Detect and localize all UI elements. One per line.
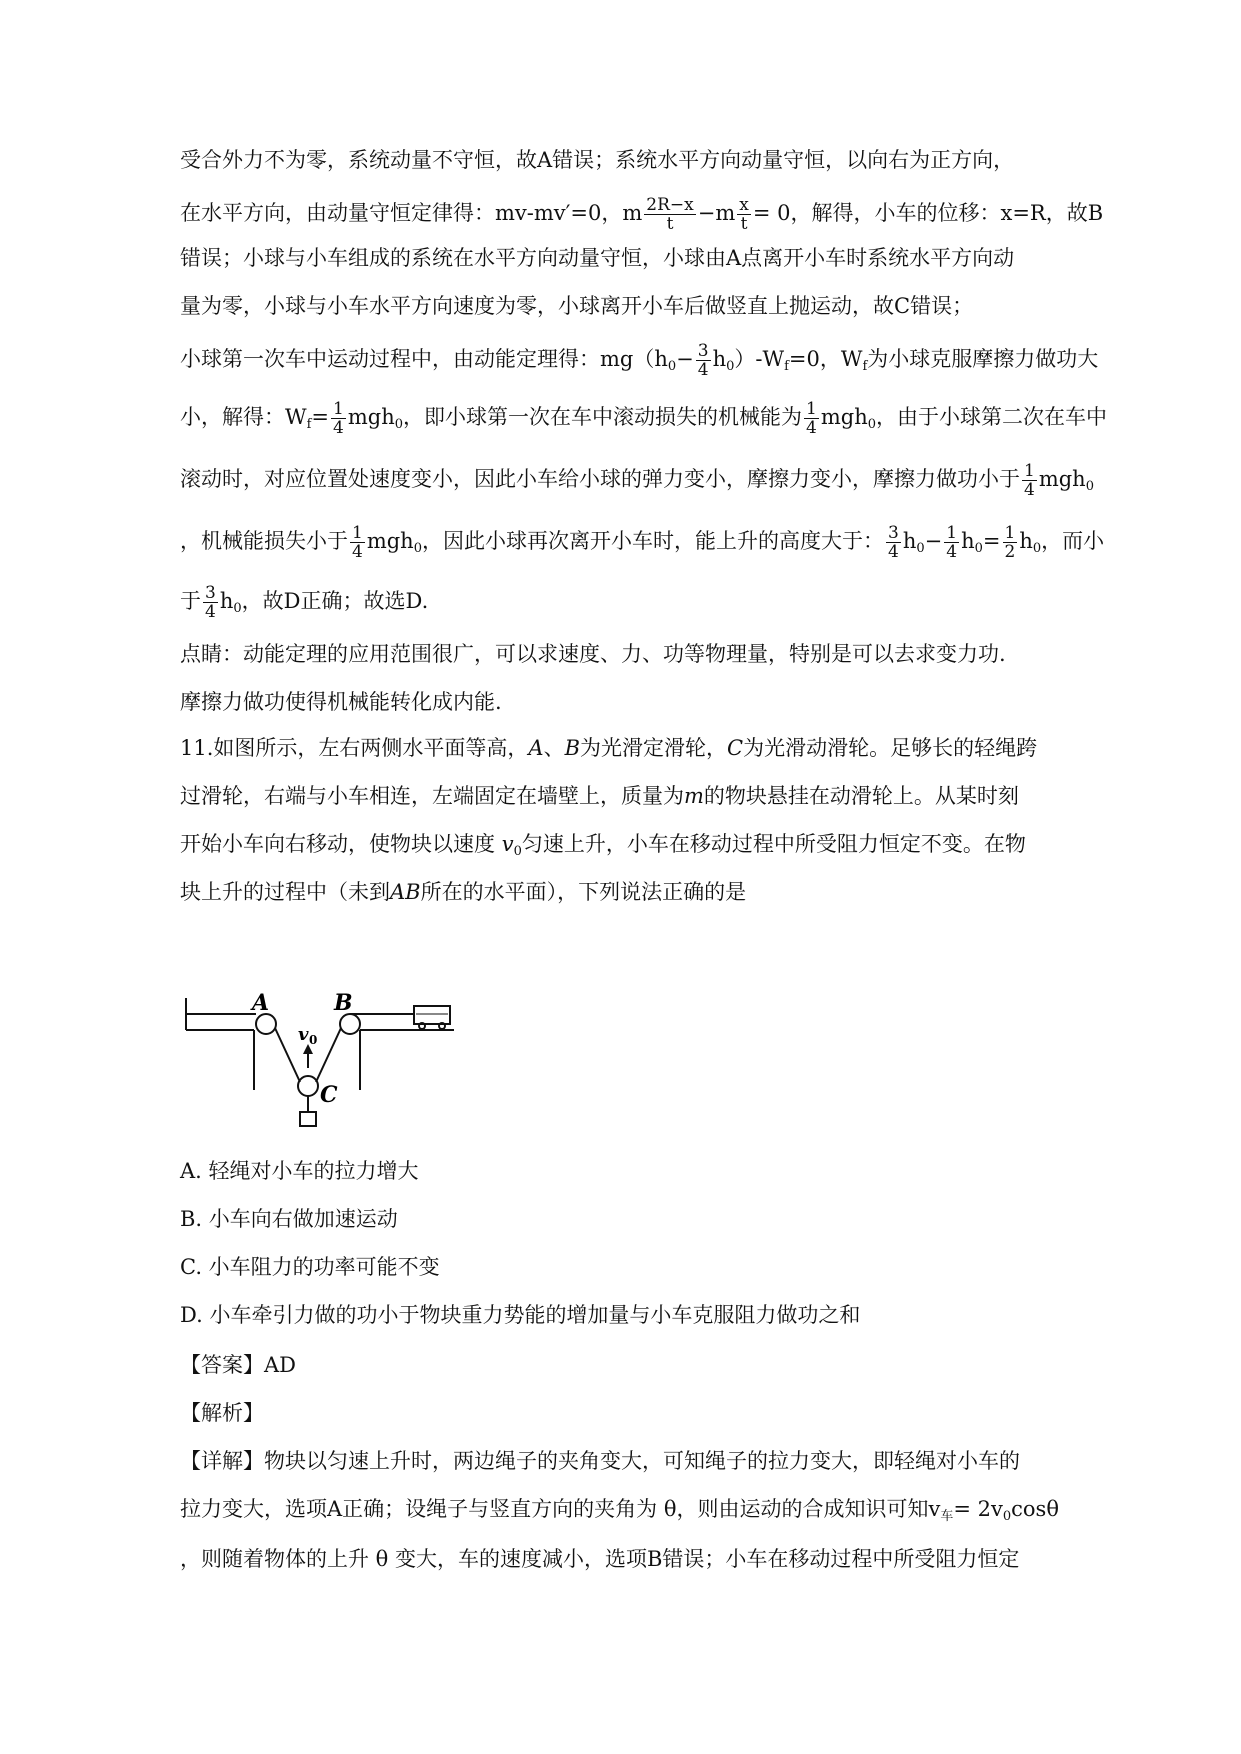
text: 的物块悬挂在动滑轮上。从某时刻 <box>703 784 1019 808</box>
denominator: 4 <box>333 418 344 438</box>
text: mgh <box>347 405 395 429</box>
text: ，而小 <box>1041 529 1105 553</box>
text: ，因此小球再次离开小车时，能上升的高度大于： <box>422 529 884 553</box>
text: h <box>1019 529 1033 553</box>
pulley-diagram <box>184 990 464 1140</box>
text: 滚动时，对应位置处速度变小，因此小车给小球的弹力变小，摩擦力变小，摩擦力做功小于 <box>180 467 1020 491</box>
comment-line <box>180 688 502 716</box>
text-line <box>180 196 1103 233</box>
italic-text: A <box>528 736 544 760</box>
detail-line <box>180 1495 1059 1531</box>
text: ）-W <box>734 347 785 371</box>
cart <box>414 1006 450 1024</box>
denominator: 4 <box>888 542 899 562</box>
text: 小球第一次车中运动过程中，由动能定理得：mg（h <box>180 347 668 371</box>
detail-line <box>180 1447 1020 1475</box>
question-line <box>180 878 746 906</box>
label-b: B <box>334 990 353 1016</box>
text-line <box>180 524 1104 563</box>
text: 【详解】物块以匀速上升时，两边绳子的夹角变大，可知绳子的拉力变大，即轻绳对小车的 <box>180 1449 1020 1473</box>
fraction <box>350 524 365 561</box>
text: 摩擦力做功使得机械能转化成内能. <box>180 690 502 714</box>
text: 于 <box>180 589 201 613</box>
fraction <box>644 196 695 233</box>
italic-text: v <box>501 832 514 856</box>
text: 、 <box>543 736 565 760</box>
text: h <box>961 529 975 553</box>
denominator: 4 <box>806 418 817 438</box>
text-line <box>180 146 1014 174</box>
text: h <box>902 529 917 553</box>
text: = 2v <box>953 1497 1003 1521</box>
text: C. 小车阻力的功率可能不变 <box>180 1255 440 1279</box>
numerator: 1 <box>1004 523 1016 543</box>
subscript: 0 <box>867 417 877 432</box>
text: = 0，解得，小车的位移：x=R，故B <box>752 201 1104 225</box>
text: ，由于小球第二次在车中 <box>876 405 1108 429</box>
subscript: 0 <box>1002 1509 1012 1524</box>
analysis-title <box>180 1399 264 1427</box>
text-line <box>180 292 973 320</box>
fraction <box>203 584 218 621</box>
text: − <box>676 347 694 371</box>
text: ，机械能损失小于 <box>180 529 348 553</box>
comment-line <box>180 640 1006 668</box>
rope-left <box>275 1028 300 1082</box>
numerator: 3 <box>888 523 899 543</box>
numerator: 1 <box>946 523 958 543</box>
label-c: C <box>320 1082 338 1108</box>
label-a: A <box>252 990 270 1016</box>
text: 在水平方向，由动量守恒定律得：mv-mv′=0，m <box>180 201 643 225</box>
italic-text: C <box>727 736 744 760</box>
cart-wheel <box>439 1023 445 1029</box>
text: −m <box>697 201 736 225</box>
option-a <box>180 1157 419 1185</box>
subscript: 0 <box>1032 541 1042 556</box>
text: 错误；小球与小车组成的系统在水平方向动量守恒，小球由A点离开小车时系统水平方向动 <box>180 246 1015 270</box>
text: = <box>311 405 330 429</box>
text: D. 小车牵引力做的功小于物块重力势能的增加量与小车克服阻力做功之和 <box>180 1303 861 1327</box>
text: 【解析】 <box>180 1401 264 1425</box>
denominator: 2 <box>1004 542 1016 562</box>
cart-wheel <box>419 1023 425 1029</box>
text: − <box>924 529 943 553</box>
question-line <box>180 830 1026 866</box>
answer-line <box>180 1351 296 1379</box>
subscript: f <box>784 359 789 374</box>
fraction <box>886 524 901 561</box>
text: mgh <box>820 405 868 429</box>
text: 过滑轮，右端与小车相连，左端固定在墙壁上，质量为 <box>180 784 684 808</box>
subscript: 0 <box>726 359 735 374</box>
text: ，即小球第一次在车中滚动损失的机械能为 <box>403 405 803 429</box>
numerator: 3 <box>697 341 709 361</box>
pulley-c <box>298 1076 318 1096</box>
question-line <box>180 734 1037 762</box>
fraction <box>331 400 346 437</box>
text: 拉力变大，选项A正确；设绳子与竖直方向的夹角为 θ，则由运动的合成知识可知v <box>180 1497 941 1521</box>
pulley-b <box>340 1014 360 1034</box>
fraction <box>696 342 711 379</box>
text: B. 小车向右做加速运动 <box>180 1207 398 1231</box>
text: 受合外力不为零，系统动量不守恒，故A错误；系统水平方向动量守恒，以向右为正方向， <box>180 148 1015 172</box>
text: 开始小车向右移动，使物块以速度 <box>180 832 502 856</box>
subscript: f <box>862 359 868 374</box>
numerator: 1 <box>333 399 344 419</box>
fraction <box>944 524 959 561</box>
text: = <box>982 529 1001 553</box>
numerator: 1 <box>806 399 817 419</box>
block <box>300 1112 316 1126</box>
subscript: 0 <box>233 601 242 616</box>
text: =0，W <box>788 347 863 371</box>
text-line <box>180 342 1098 381</box>
fraction <box>1022 462 1037 499</box>
denominator: 4 <box>946 542 958 562</box>
italic-text: B <box>564 736 581 760</box>
text: 【答案】AD <box>180 1353 297 1377</box>
denominator: t <box>740 214 748 234</box>
text: 为光滑动滑轮。足够长的轻绳跨 <box>743 736 1038 760</box>
numerator: 2R−x <box>646 195 694 215</box>
question-line <box>180 782 1019 810</box>
denominator: 4 <box>697 360 709 380</box>
numerator: x <box>739 195 749 215</box>
label-v-sub: 0 <box>309 1033 318 1047</box>
text: h <box>219 589 234 613</box>
numerator: 3 <box>205 583 216 603</box>
numerator: 1 <box>1024 461 1035 481</box>
fraction <box>1003 524 1018 561</box>
text: 量为零，小球与小车水平方向速度为零，小球离开小车后做竖直上抛运动，故C错误； <box>180 294 974 318</box>
text: 小，解得：W <box>180 405 307 429</box>
subscript: 0 <box>1085 479 1094 494</box>
label-v: v <box>298 1024 309 1045</box>
text: 为小球克服摩擦力做功大 <box>867 347 1099 371</box>
option-b <box>180 1205 398 1233</box>
denominator: 4 <box>205 602 216 622</box>
detail-line <box>180 1545 1019 1573</box>
text: ，则随着物体的上升 θ 变大，车的速度减小，选项B错误；小车在移动过程中所受阻力恒定 <box>180 1547 1020 1571</box>
subscript: 车 <box>940 1509 954 1524</box>
subscript: 0 <box>974 541 983 556</box>
text: ，故D正确；故选D. <box>241 589 429 613</box>
option-d <box>180 1301 860 1329</box>
option-c <box>180 1253 440 1281</box>
text: mgh <box>1038 467 1086 491</box>
denominator: 4 <box>1024 480 1035 500</box>
text-line <box>180 244 1014 272</box>
text: 所在的水平面），下列说法正确的是 <box>420 880 747 904</box>
fraction <box>804 400 819 437</box>
fraction <box>737 196 751 233</box>
numerator: 1 <box>352 523 363 543</box>
denominator: t <box>666 214 674 234</box>
text: A. 轻绳对小车的拉力增大 <box>180 1159 419 1183</box>
rope-right <box>316 1028 341 1082</box>
subscript: 0 <box>513 844 522 859</box>
text: 块上升的过程中（未到 <box>180 880 390 904</box>
text: cosθ <box>1011 1497 1059 1521</box>
subscript: 0 <box>916 541 925 556</box>
subscript: 0 <box>394 417 404 432</box>
italic-text: m <box>684 784 704 808</box>
subscript: f <box>306 417 312 432</box>
text-line <box>180 400 1107 439</box>
text: mgh <box>366 529 414 553</box>
text: 为光滑定滑轮， <box>580 736 728 760</box>
subscript: 0 <box>413 541 422 556</box>
italic-text: AB <box>390 880 421 904</box>
text: 点睛：动能定理的应用范围很广，可以求速度、力、功等物理量，特别是可以去求变力功. <box>180 642 1006 666</box>
text-line <box>180 584 428 623</box>
text: 11.如图所示，左右两侧水平面等高， <box>180 736 529 760</box>
subscript: 0 <box>667 359 677 374</box>
pulley-a <box>256 1014 276 1034</box>
denominator: 4 <box>352 542 363 562</box>
text-line <box>180 462 1094 501</box>
text: 匀速上升，小车在移动过程中所受阻力恒定不变。在物 <box>521 832 1026 856</box>
text: h <box>712 347 727 371</box>
